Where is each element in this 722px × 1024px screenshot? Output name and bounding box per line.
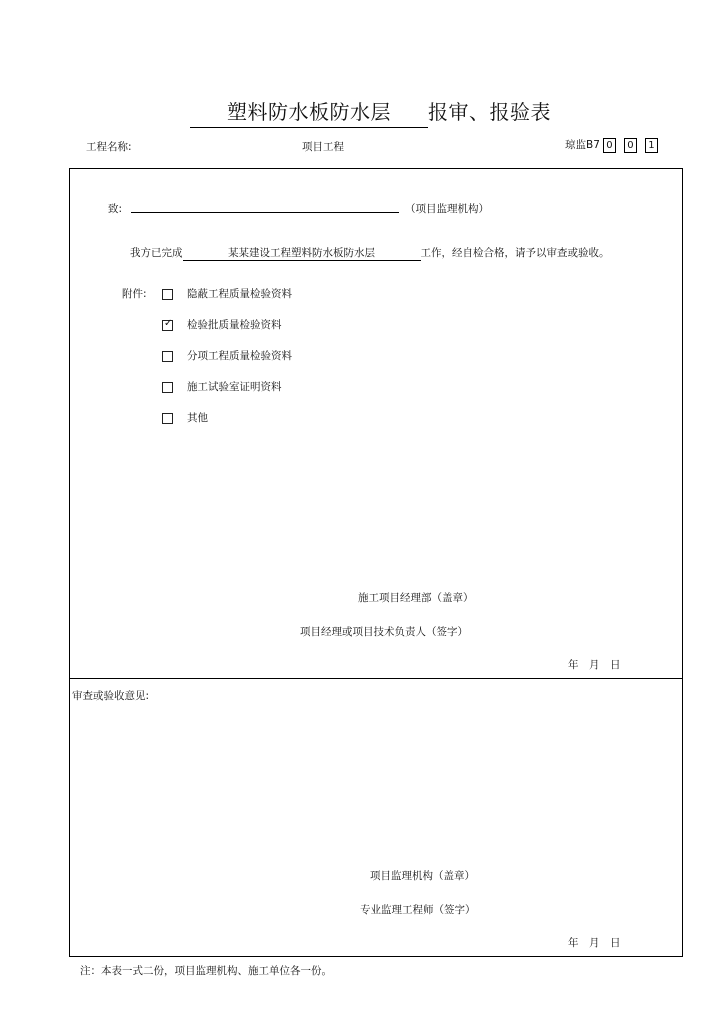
contractor-stamp-label: 施工项目经理部（盖章） [358,592,474,604]
statement-prefix: 我方已完成 [130,247,183,259]
date-label-2: 年 月 日 [568,937,621,949]
attachment-label-text: 检验批质量检验资料 [187,319,282,331]
attachment-label-text: 隐蔽工程质量检验资料 [187,288,292,300]
project-name-label: 工程名称: [86,141,132,153]
attachment-item [162,379,282,394]
attachment-label-text: 其他 [187,412,208,424]
attachment-checkbox[interactable] [162,351,173,362]
attachment-item [162,317,282,332]
statement-suffix: 工作，经自检合格，请予以审查或验收。 [420,247,610,259]
attachment-item [162,348,292,363]
attachment-item [162,410,208,425]
to-suffix: （项目监理机构） [405,203,489,215]
to-underline [131,212,399,213]
title-project-item: 塑料防水板防水层 [190,96,428,128]
date-label-1: 年 月 日 [568,659,621,671]
code-digit-1: 0 [603,138,616,153]
supervision-stamp-label: 项目监理机构（盖章） [370,870,475,882]
project-name-value: 项目工程 [302,141,344,153]
to-label: 致: [108,203,123,215]
checkmark-icon: ✓ [164,317,173,329]
completion-statement [130,245,610,261]
attachment-label: 附件: [122,288,147,300]
attachment-checkbox[interactable] [162,289,173,300]
footer-note: 注：本表一式二份，项目监理机构、施工单位各一份。 [80,965,332,977]
attachment-checkbox[interactable] [162,317,173,331]
form-code-prefix: 琼监B7 [565,139,600,151]
engineer-sign-label: 专业监理工程师（签字） [360,904,476,916]
attachment-label-text: 施工试验室证明资料 [187,381,282,393]
attachment-checkbox[interactable] [162,413,173,424]
opinion-label: 审查或验收意见: [72,690,150,702]
attachment-checkbox[interactable] [162,382,173,393]
code-digit-2: 0 [624,138,637,153]
statement-work: 某某建设工程塑料防水板防水层 [183,245,421,261]
form-code [565,137,658,153]
code-digit-3: 1 [645,138,658,153]
form-title [190,96,551,128]
attachment-label-text: 分项工程质量检验资料 [187,350,292,362]
title-suffix: 报审、报验表 [428,100,551,124]
manager-sign-label: 项目经理或项目技术负责人（签字） [300,626,468,638]
attachment-item [162,286,292,301]
